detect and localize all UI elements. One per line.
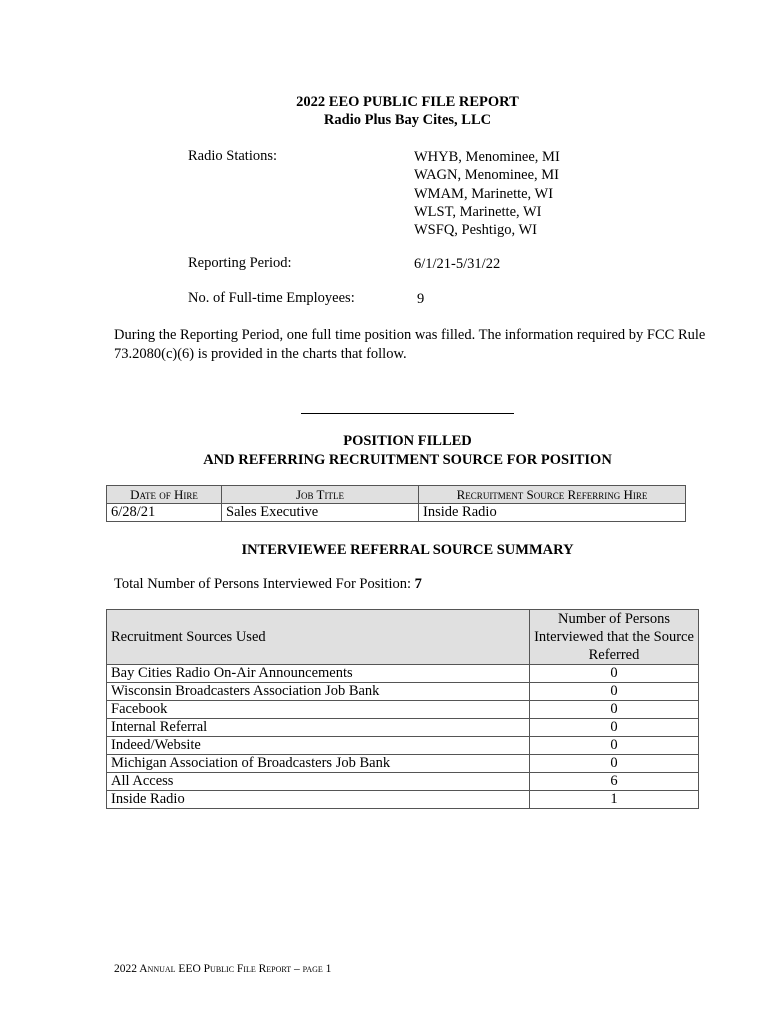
table-row [107, 791, 699, 809]
table-row [107, 504, 686, 522]
station-item: WAGN, Menominee, MI [414, 167, 559, 184]
table-header-row [107, 610, 699, 665]
count-cell: 0 [530, 683, 699, 701]
count-cell: 1 [530, 791, 699, 809]
recruitment-source-cell: Inside Radio [419, 504, 686, 522]
position-filled-table [106, 485, 686, 522]
count-cell: 0 [530, 665, 699, 683]
count-cell: 0 [530, 701, 699, 719]
job-title-cell: Sales Executive [222, 504, 419, 522]
total-interviewed [114, 576, 422, 593]
table-row [107, 755, 699, 773]
section-divider [301, 413, 514, 414]
table-row [107, 701, 699, 719]
report-title: 2022 EEO PUBLIC FILE REPORT [296, 94, 519, 110]
page-footer: 2022 Annual EEO Public File Report – page 1 [114, 963, 332, 975]
station-item: WMAM, Marinette, WI [414, 185, 554, 202]
recruitment-source-header: Recruitment Source Referring Hire [419, 486, 686, 504]
table-row [107, 773, 699, 791]
employees-value: 9 [417, 291, 425, 307]
persons-interviewed-header: Number of Persons Interviewed that the Source Referred [530, 610, 699, 665]
table-row [107, 719, 699, 737]
total-interviewed-value: 7 [414, 576, 422, 592]
employees-label: No. of Full-time Employees: [188, 290, 355, 306]
table-row [107, 665, 699, 683]
stations-list [414, 148, 560, 239]
source-cell: Inside Radio [107, 791, 530, 809]
date-of-hire-cell: 6/28/21 [107, 504, 222, 522]
source-cell: All Access [107, 773, 530, 791]
job-title-header: Job Title [222, 486, 419, 504]
count-cell: 0 [530, 755, 699, 773]
count-cell: 0 [530, 719, 699, 737]
position-section-title: POSITION FILLED [343, 433, 472, 449]
source-cell: Bay Cities Radio On-Air Announcements [107, 665, 530, 683]
source-cell: Facebook [107, 701, 530, 719]
period-label: Reporting Period: [188, 255, 292, 271]
station-item: WLST, Marinette, WI [414, 203, 542, 220]
position-section-subtitle: AND REFERRING RECRUITMENT SOURCE FOR POSITION [203, 452, 612, 468]
source-cell: Michigan Association of Broadcasters Job Bank [107, 755, 530, 773]
station-item: WHYB, Menominee, MI [414, 149, 560, 165]
date-of-hire-header: Date of Hire [107, 486, 222, 504]
count-cell: 0 [530, 737, 699, 755]
interviewee-section-title: INTERVIEWEE REFERRAL SOURCE SUMMARY [241, 542, 574, 558]
count-cell: 6 [530, 773, 699, 791]
source-cell: Internal Referral [107, 719, 530, 737]
intro-paragraph: During the Reporting Period, one full time position was filled. The information required by FCC Rule 73.2080(c)(6) is provided in the charts that follow. [114, 327, 706, 362]
source-cell: Indeed/Website [107, 737, 530, 755]
sources-used-header: Recruitment Sources Used [107, 610, 530, 665]
period-value: 6/1/21-5/31/22 [414, 256, 501, 272]
total-interviewed-label: Total Number of Persons Interviewed For Position: [114, 576, 415, 592]
table-header-row [107, 486, 686, 504]
company-name: Radio Plus Bay Cites, LLC [323, 112, 492, 128]
referral-source-table [106, 609, 699, 809]
station-item: WSFQ, Peshtigo, WI [414, 222, 537, 239]
source-cell: Wisconsin Broadcasters Association Job Bank [107, 683, 530, 701]
table-row [107, 737, 699, 755]
stations-label: Radio Stations: [188, 148, 278, 164]
table-row [107, 683, 699, 701]
